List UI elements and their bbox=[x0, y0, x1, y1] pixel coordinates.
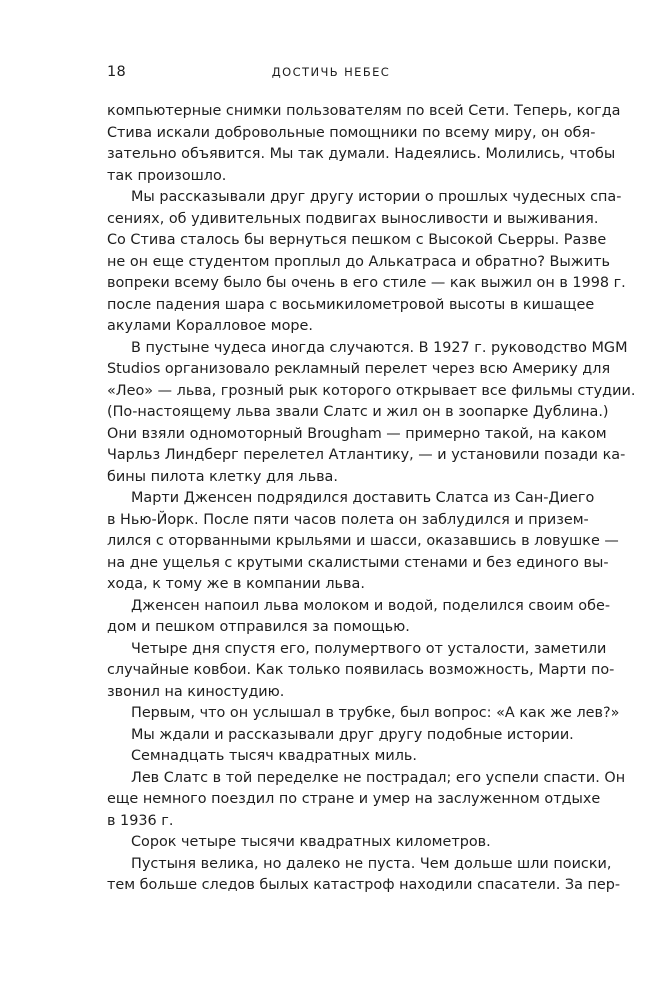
text-line: Первым, что он услышал в трубке, был вопрос: «А как же лев?» bbox=[131, 705, 620, 721]
paragraph bbox=[107, 596, 611, 639]
text-line: Чарльз Линдберг перелетел Атлантику, — и установили позади ка- bbox=[107, 447, 626, 463]
paragraph bbox=[107, 639, 615, 704]
paragraph bbox=[107, 768, 626, 833]
text-line: В пустыне чудеса иногда случаются. В 1927 г. руководство MGM bbox=[131, 339, 628, 356]
text-line: Studios организовало рекламный перелет через всю Америку для bbox=[107, 361, 611, 377]
text-line: лился с оторванными крыльями и шасси, оказавшись в ловушке — bbox=[107, 533, 619, 549]
text-line: в Нью-Йорк. После пяти часов полета он заблудился и призем- bbox=[107, 511, 589, 528]
text-line: Марти Дженсен подрядился доставить Слатса из Сан-Диего bbox=[131, 490, 595, 506]
page-number: 18 bbox=[107, 64, 127, 80]
text-line: Четыре дня спустя его, полумертвого от усталости, заметили bbox=[131, 640, 607, 657]
text-line: после падения шара с восьмикилометровой высоты в кишащее bbox=[107, 296, 595, 313]
text-line: не он еще студентом проплыл до Алькатраса и обратно? Выжить bbox=[107, 253, 610, 270]
text-line: случайные ковбои. Как только появилась возможность, Марти по- bbox=[107, 662, 615, 678]
text-line: «Лео» — льва, грозный рык которого открывает все фильмы студии. bbox=[107, 382, 636, 399]
text-line: Мы рассказывали друг другу истории о прошлых чудесных спа- bbox=[131, 189, 622, 205]
text-line: (По-настоящему льва звали Слатс и жил он в зоопарке Дублина.) bbox=[107, 404, 609, 420]
text-line: Пустыня велика, но далеко не пуста. Чем дольше шли поиски, bbox=[131, 855, 612, 872]
page-header bbox=[107, 62, 555, 82]
text-line: зательно объявится. Мы так думали. Надеялись. Молились, чтобы bbox=[107, 146, 616, 162]
text-line: хода, к тому же в компании льва. bbox=[107, 576, 365, 592]
paragraph bbox=[107, 725, 574, 747]
text-line: на дне ущелья с крутыми скалистыми стенами и без единого вы- bbox=[107, 554, 609, 571]
text-line: Лев Слатс в той переделке не пострадал; его успели спасти. Он bbox=[131, 769, 626, 786]
text-line: Со Стива сталось бы вернуться пешком с Высокой Сьерры. Разве bbox=[107, 232, 607, 248]
text-line: так произошло. bbox=[107, 167, 227, 184]
paragraph bbox=[107, 703, 620, 725]
paragraph bbox=[107, 746, 555, 768]
text-line: вопреки всему было бы очень в его стиле — как выжил он в 1998 г. bbox=[107, 275, 626, 291]
paragraph bbox=[107, 832, 555, 854]
text-line: тем больше следов былых катастроф находили спасатели. За пер- bbox=[107, 877, 621, 893]
text-line: Они взяли одномоторный Brougham — примерно такой, на каком bbox=[107, 425, 607, 442]
text-line: Дженсен напоил льва молоком и водой, поделился своим обе- bbox=[131, 597, 611, 614]
paragraph bbox=[107, 338, 636, 489]
text-line: Сорок четыре тысячи квадратных километров. bbox=[131, 834, 491, 850]
paragraph bbox=[107, 488, 619, 596]
text-line: Стива искали добровольные помощники по всему миру, он обя- bbox=[107, 124, 596, 141]
text-line: акулами Коралловое море. bbox=[107, 318, 313, 334]
body-text bbox=[107, 101, 636, 897]
text-line: сениях, об удивительных подвигах выносливости и выживания. bbox=[107, 210, 599, 227]
text-line: Мы ждали и рассказывали друг другу подобные истории. bbox=[131, 726, 574, 743]
text-line: Семнадцать тысяч квадратных миль. bbox=[131, 748, 417, 764]
paragraph bbox=[107, 187, 626, 338]
text-line: в 1936 г. bbox=[107, 812, 174, 829]
text-line: компьютерные снимки пользователям по всей Сети. Теперь, когда bbox=[107, 103, 621, 119]
paragraph bbox=[107, 854, 621, 897]
running-title: ДОСТИЧЬ НЕБЕС bbox=[271, 65, 391, 79]
text-line: бины пилота клетку для льва. bbox=[107, 468, 338, 485]
text-line: дом и пешком отправился за помощью. bbox=[107, 619, 410, 635]
text-line: звонил на киностудию. bbox=[107, 683, 285, 700]
paragraph bbox=[107, 101, 621, 187]
text-line: еще немного поездил по стране и умер на заслуженном отдыхе bbox=[107, 791, 601, 807]
